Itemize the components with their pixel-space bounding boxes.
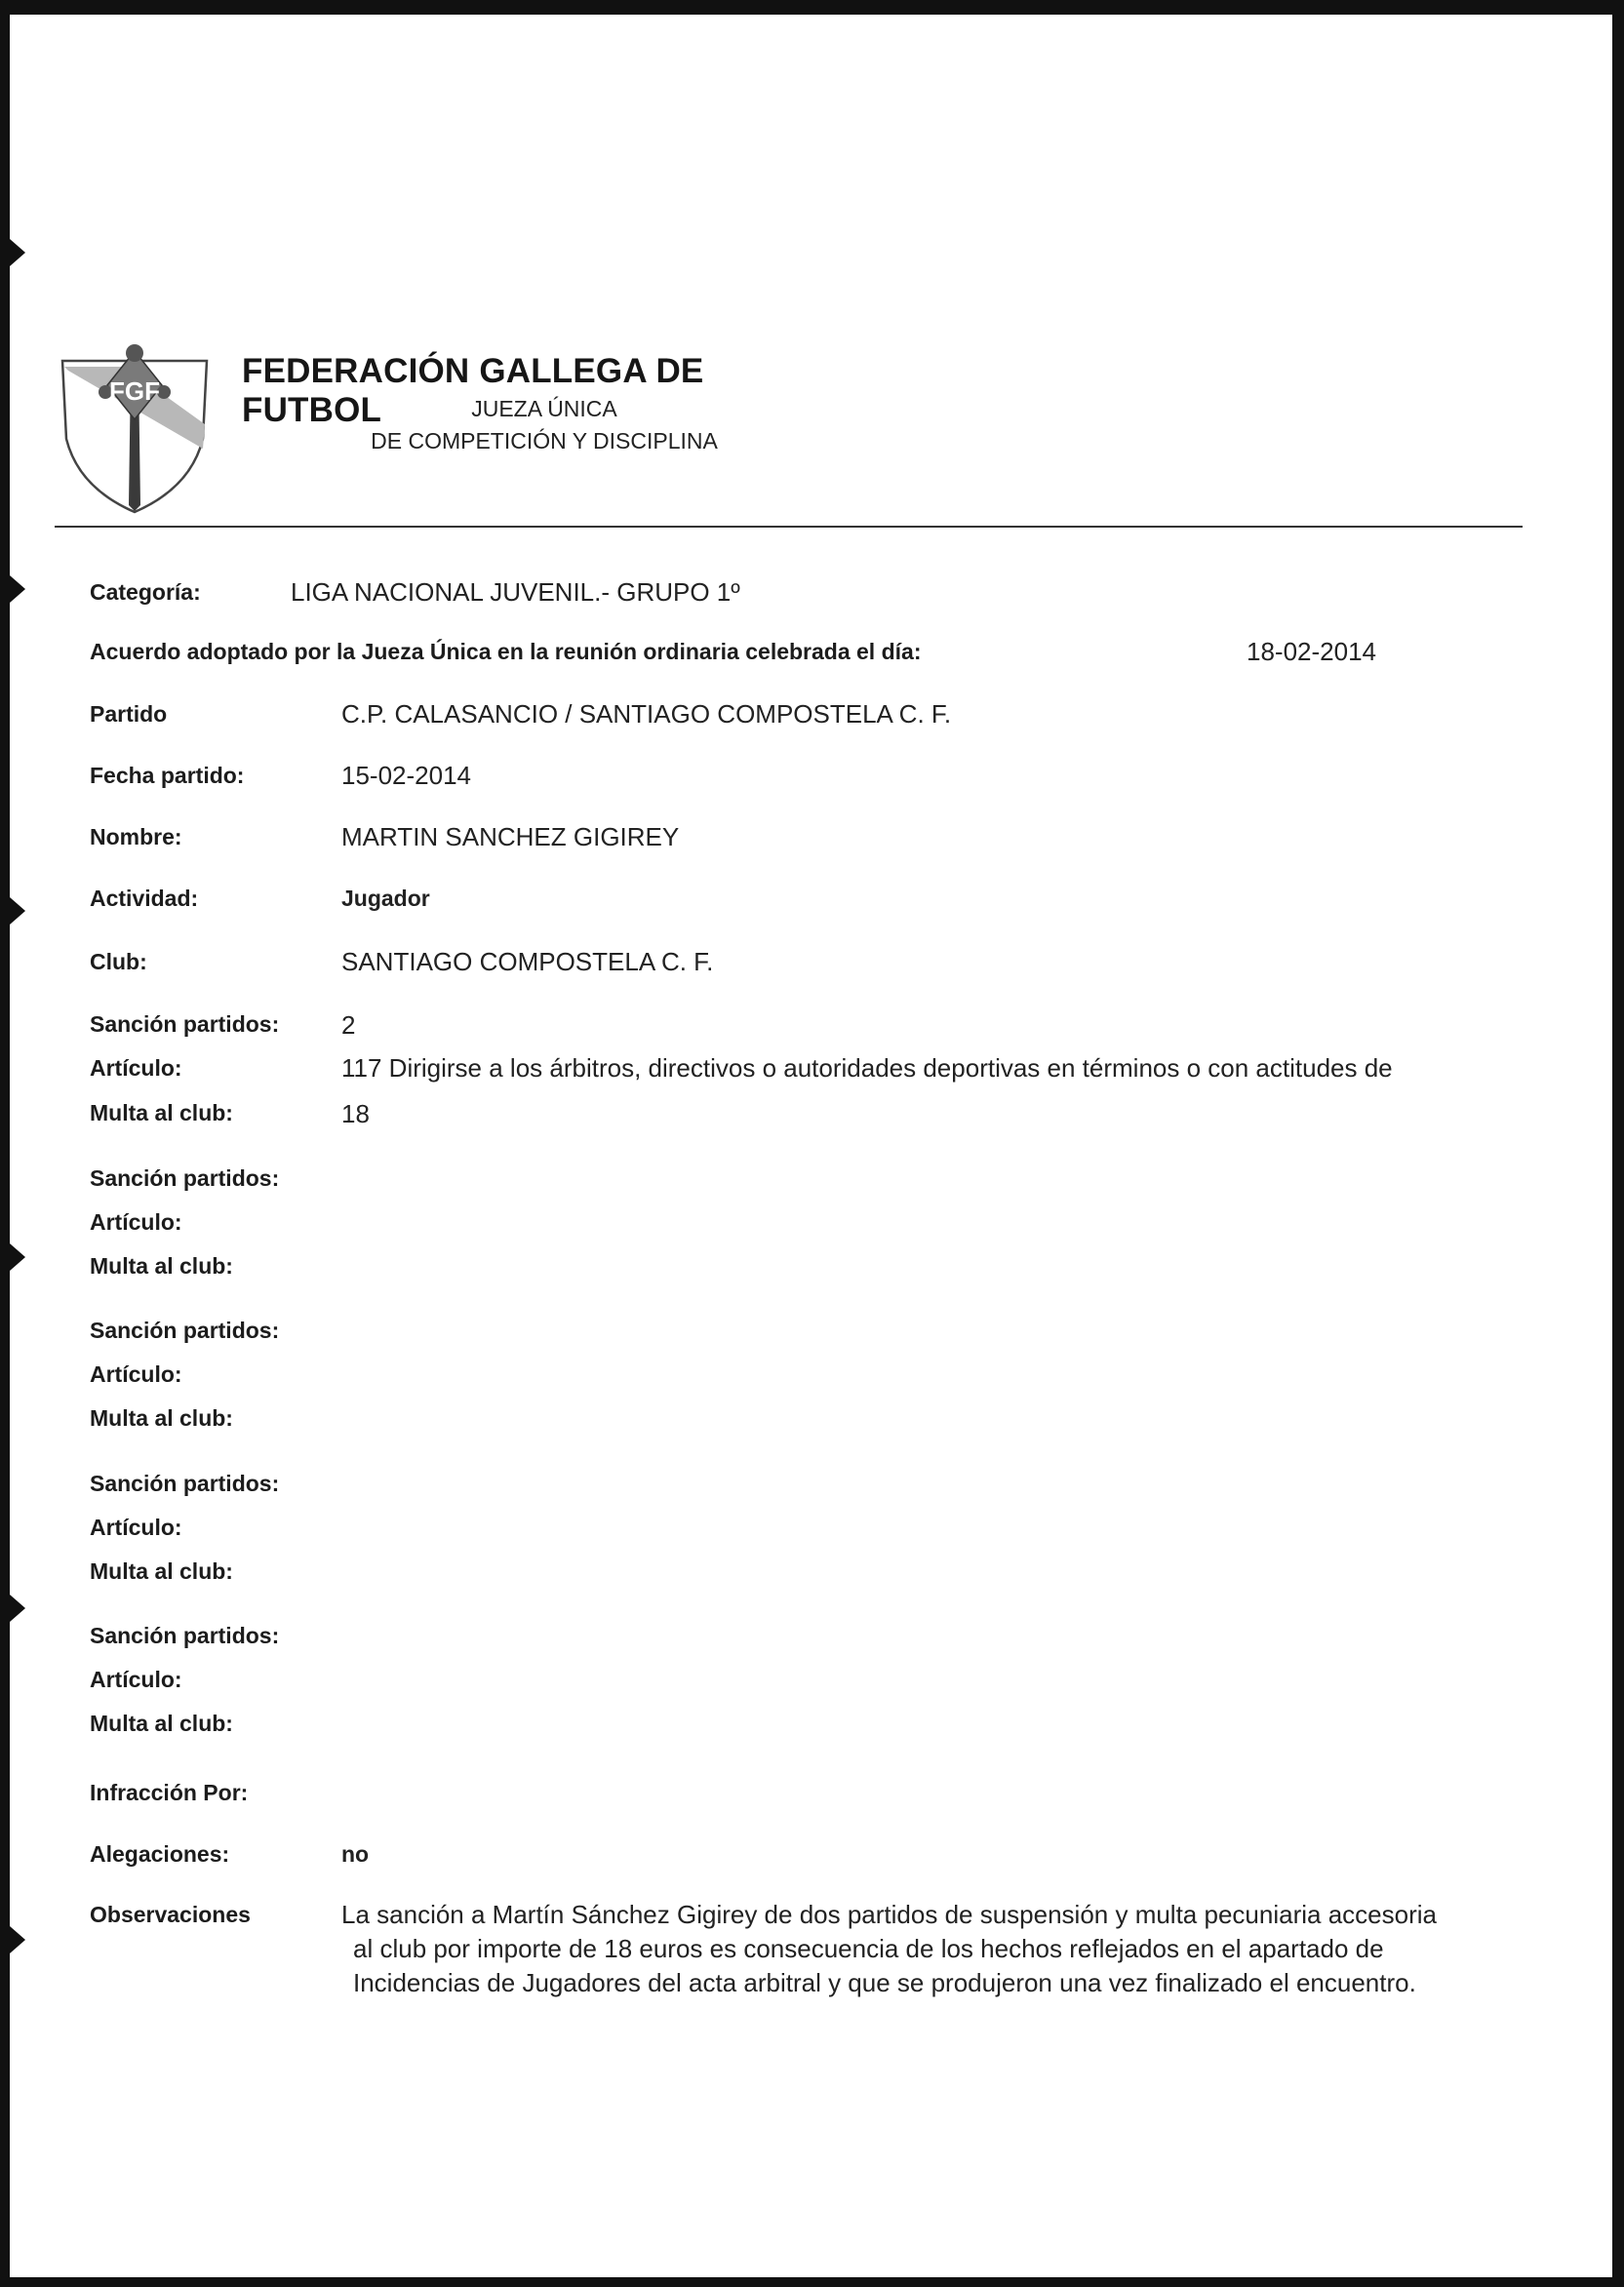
articulo-label: Artículo: xyxy=(90,1515,182,1540)
observaciones-line: al club por importe de 18 euros es consecuencia de los hechos reflejados en el apartado de xyxy=(353,1934,1384,1963)
document-page xyxy=(10,15,1612,2277)
sancion-partidos-label: Sanción partidos: xyxy=(90,1318,280,1343)
edge-mark xyxy=(10,1926,25,1953)
observaciones-line: La sanción a Martín Sánchez Gigirey de dos partidos de suspensión y multa pecuniaria accesoria xyxy=(341,1900,1437,1929)
multa-club-label: Multa al club: xyxy=(90,1253,233,1279)
observaciones-line: Incidencias de Jugadores del acta arbitral y que se produjeron una vez finalizado el encuentro. xyxy=(353,1968,1416,1997)
alegaciones-label: Alegaciones: xyxy=(90,1841,230,1867)
svg-text:FGF: FGF xyxy=(109,376,160,406)
acuerdo-label: Acuerdo adoptado por la Jueza Única en la reunión ordinaria celebrada el día: xyxy=(90,639,922,664)
sancion-partidos-value: 2 xyxy=(341,1010,356,1040)
fecha-partido-label: Fecha partido: xyxy=(90,763,245,788)
fecha-partido-value: 15-02-2014 xyxy=(341,761,471,790)
sancion-partidos-label: Sanción partidos: xyxy=(90,1471,280,1496)
sancion-partidos-label: Sanción partidos: xyxy=(90,1011,280,1037)
articulo-label: Artículo: xyxy=(90,1361,182,1387)
multa-club-label: Multa al club: xyxy=(90,1405,233,1431)
observaciones-text xyxy=(341,1898,1541,2000)
club-label: Club: xyxy=(90,949,147,974)
alegaciones-value: no xyxy=(341,1841,370,1867)
categoria-value: LIGA NACIONAL JUVENIL.- GRUPO 1º xyxy=(291,577,740,607)
nombre-value: MARTIN SANCHEZ GIGIREY xyxy=(341,822,680,851)
club-value: SANTIAGO COMPOSTELA C. F. xyxy=(341,947,714,976)
articulo-label: Artículo: xyxy=(90,1055,182,1081)
infraccion-label: Infracción Por: xyxy=(90,1780,249,1805)
actividad-label: Actividad: xyxy=(90,886,199,911)
multa-club-value: 18 xyxy=(341,1099,370,1128)
actividad-value: Jugador xyxy=(341,886,430,911)
edge-mark xyxy=(10,239,25,266)
edge-mark xyxy=(10,575,25,603)
partido-label: Partido xyxy=(90,701,168,727)
multa-club-label: Multa al club: xyxy=(90,1100,233,1125)
edge-mark xyxy=(10,897,25,925)
sancion-partidos-label: Sanción partidos: xyxy=(90,1165,280,1191)
sancion-partidos-label: Sanción partidos: xyxy=(90,1623,280,1648)
nombre-label: Nombre: xyxy=(90,824,182,849)
observaciones-label: Observaciones xyxy=(90,1902,251,1927)
multa-club-label: Multa al club: xyxy=(90,1711,233,1736)
organization-title: FEDERACIÓN GALLEGA DE FUTBOL xyxy=(242,352,704,429)
categoria-label: Categoría: xyxy=(90,579,201,605)
organization-subtitle-1: JUEZA ÚNICA xyxy=(471,396,617,421)
multa-club-label: Multa al club: xyxy=(90,1558,233,1584)
edge-mark xyxy=(10,1595,25,1622)
federation-shield-logo xyxy=(57,332,213,517)
articulo-label: Artículo: xyxy=(90,1667,182,1692)
acuerdo-date: 18-02-2014 xyxy=(1247,637,1376,666)
articulo-value: 117 Dirigirse a los árbitros, directivos o autoridades deportivas en términos o con actitudes de xyxy=(341,1053,1393,1083)
edge-mark xyxy=(10,1243,25,1271)
header-divider xyxy=(55,526,1523,528)
organization-subtitle-2: DE COMPETICIÓN Y DISCIPLINA xyxy=(371,428,718,453)
partido-value: C.P. CALASANCIO / SANTIAGO COMPOSTELA C. F. xyxy=(341,699,952,729)
articulo-label: Artículo: xyxy=(90,1209,182,1235)
